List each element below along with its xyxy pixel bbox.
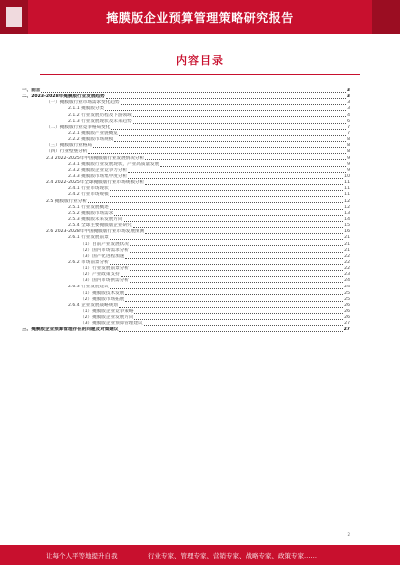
- footer-bar: [0, 545, 400, 565]
- toc-leader-dots: [110, 239, 343, 240]
- toc-entry-label: （3）掩膜版企业预算管理建议: [80, 321, 143, 327]
- logo-icon: [6, 7, 22, 27]
- toc-entry-label: 二、2023-2028年掩膜版行业发展趋势: [22, 94, 105, 100]
- toc-entry-label: （1）掩膜版企业竞争策略: [80, 309, 134, 315]
- toc-entry-page: 13: [344, 210, 350, 216]
- toc-leader-dots: [114, 141, 346, 142]
- toc-entry-label: 2.6.2 市场前景分析: [68, 259, 109, 265]
- toc-entry-page: 21: [344, 235, 350, 241]
- toc-entry-page: 8: [347, 149, 350, 155]
- toc-entry-page: 3: [346, 94, 350, 100]
- toc-entry-page: 15: [344, 223, 350, 229]
- toc-entry-page: 8: [347, 143, 350, 149]
- toc-leader-dots: [125, 258, 343, 259]
- toc-entry-page: 7: [347, 124, 350, 130]
- toc-entry-label: （1）掩膜版技术发展: [80, 290, 125, 296]
- toc-entry-label: 2.5.3 掩膜版未来发展方向: [68, 216, 123, 222]
- page-number: 2: [347, 532, 350, 537]
- toc-leader-dots: [130, 245, 343, 246]
- toc-leader-dots: [124, 221, 344, 222]
- toc-entry-label: 2.6 2023-2028年中国掩膜版行业市场发展预测: [46, 229, 145, 235]
- toc-leader-dots: [121, 104, 347, 105]
- toc-entry-page: 21: [344, 247, 350, 253]
- report-title: 掩膜版企业预算管理策略研究报告: [106, 10, 294, 25]
- toc-entry-label: 2.6.1 行业发展前景: [68, 235, 109, 241]
- toc-entry-page: 3: [347, 106, 350, 112]
- toc-entry-label: 2.4 2022-2025年全球掩膜版行业市场规模分析: [46, 180, 145, 186]
- toc-entry-page: 9: [347, 155, 350, 161]
- toc-leader-dots: [119, 331, 342, 332]
- toc-leader-dots: [130, 282, 343, 283]
- toc-entry-page: 16: [344, 229, 350, 235]
- toc-entry-label: （3）国内市场供需分析: [80, 278, 129, 284]
- toc-entry-label: 2.3.2 掩膜版企业竞争力分析: [68, 167, 128, 173]
- toc-entry-page: 3: [347, 100, 350, 106]
- toc-leader-dots: [130, 252, 343, 253]
- toc-entry-page: 26: [344, 302, 350, 308]
- toc-leader-dots: [130, 270, 343, 271]
- toc-leader-dots: [93, 147, 346, 148]
- toc-leader-dots: [119, 307, 343, 308]
- toc-entry-label: （2）产业政策支持: [80, 272, 120, 278]
- toc-entry-label: 2.4.2 行业市场规模: [68, 192, 109, 198]
- toc-entry-page: 4: [347, 112, 350, 118]
- toc-entry-page: 14: [344, 216, 350, 222]
- toc-entry-page: 11: [344, 180, 350, 186]
- report-header-bar: [0, 0, 400, 34]
- toc-entry-page: 26: [344, 315, 350, 321]
- toc-entry-page: 8: [347, 137, 350, 143]
- toc-entry-page: 21: [344, 241, 350, 247]
- toc-entry-label: （1）行业发展前景分析: [80, 266, 129, 272]
- toc-entry-label: 2.6.3 行业发展建议: [68, 284, 109, 290]
- toc-entry-page: 7: [347, 130, 350, 136]
- toc-entry-label: （二）掩膜版行业竞争格局变化: [46, 124, 111, 130]
- toc-leader-dots: [145, 184, 343, 185]
- toc-entry-label: 2.3 2022-2025年中国掩膜版行业发展情况分析: [46, 155, 145, 161]
- toc-leader-dots: [88, 202, 343, 203]
- toc-entry-label: 一、前言: [22, 88, 41, 93]
- toc-leader-dots: [133, 123, 346, 124]
- table-of-contents: [22, 88, 350, 334]
- toc-entry-label: （四）行业壁垒分析: [46, 149, 88, 155]
- toc-entry-page: 26: [344, 309, 350, 315]
- toc-entry-page: 9: [347, 167, 350, 173]
- toc-entry-label: （2）掩膜版市场拓展: [80, 296, 125, 302]
- toc-entry-label: 2.5.1 行业发展概述: [68, 204, 109, 210]
- header-right-block: [372, 0, 400, 34]
- toc-entry-label: 2.2.2 掩膜版市场规模: [68, 137, 114, 143]
- toc-title: 内容目录: [176, 54, 224, 67]
- toc-entry-label: 2.3.3 掩膜版市场集中度分析: [68, 173, 128, 179]
- toc-leader-dots: [41, 92, 345, 93]
- toc-leader-dots: [125, 301, 343, 302]
- toc-entry-label: （1）目前产业发展状况: [80, 241, 129, 247]
- toc-entry-page: 27: [343, 327, 350, 333]
- toc-leader-dots: [145, 233, 343, 234]
- toc-entry-page: 24: [344, 284, 350, 290]
- toc-leader-dots: [128, 172, 346, 173]
- toc-leader-dots: [110, 264, 343, 265]
- toc-entry-label: （2）国内市场需求分析: [80, 247, 129, 253]
- toc-entry-label: （3）国产化进程加速: [80, 253, 125, 259]
- toc-leader-dots: [105, 110, 346, 111]
- toc-entry-page: 25: [344, 296, 350, 302]
- toc-leader-dots: [88, 153, 346, 154]
- toc-leader-dots: [110, 190, 343, 191]
- toc-entry-label: 2.1.1 掩膜版分类: [68, 106, 105, 112]
- toc-leader-dots: [106, 98, 346, 99]
- toc-title-rule: [40, 74, 360, 75]
- toc-entry-page: 23: [344, 272, 350, 278]
- header-left-block: [0, 0, 28, 34]
- toc-leader-dots: [110, 209, 343, 210]
- toc-entry-label: 2.2.1 掩膜版产业链概览: [68, 130, 118, 136]
- toc-entry-page: 3: [346, 88, 350, 93]
- toc-leader-dots: [133, 227, 343, 228]
- toc-entry-label: 2.5.4 全球主要掩膜版企业研究: [68, 223, 132, 229]
- toc-entry-label: 2.3.1 掩膜版行业发展现状，产业高质量发展: [68, 161, 160, 167]
- toc-leader-dots: [133, 116, 346, 117]
- toc-entry-page: 22: [344, 259, 350, 265]
- toc-leader-dots: [114, 215, 343, 216]
- toc-entry-label: 2.1.3 行业发展现状及未来趋势: [68, 118, 132, 124]
- toc-entry-page: 6: [347, 118, 350, 124]
- toc-leader-dots: [145, 159, 346, 160]
- toc-leader-dots: [160, 166, 346, 167]
- toc-leader-dots: [111, 129, 346, 130]
- toc-leader-dots: [110, 196, 343, 197]
- toc-entry-page: 22: [344, 266, 350, 272]
- toc-leader-dots: [119, 135, 346, 136]
- toc-entry-label: 2.5.2 掩膜版市场需求: [68, 210, 114, 216]
- toc-entry-label: 2.5 掩膜版行业分析: [46, 198, 87, 204]
- toc-leader-dots: [121, 276, 343, 277]
- toc-entry-page: 27: [344, 321, 350, 327]
- toc-leader-dots: [128, 178, 343, 179]
- toc-entry-label: 2.1.2 行业发展历程及下游领域: [68, 112, 132, 118]
- footer-experts: 行业专家、管理专家、营销专家、战略专家、政策专家……: [148, 551, 317, 560]
- toc-entry-page: 22: [344, 253, 350, 259]
- toc-entry-page: 12: [344, 198, 350, 204]
- toc-entry-label: （2）掩膜版企业发展方向: [80, 315, 134, 321]
- toc-entry-label: 2.6.4 企业发展战略规划: [68, 302, 118, 308]
- toc-entry-page: 12: [344, 204, 350, 210]
- footer-slogan: 让每个人平等地提升自我: [46, 551, 118, 560]
- toc-entry-page: 25: [344, 290, 350, 296]
- toc-entry-label: 2.4.1 行业市场现状: [68, 186, 109, 192]
- toc-entry-label: 三、掩膜版企业预算管理存在的问题及对策建议: [22, 327, 119, 333]
- toc-entry-label: （一）掩膜版行业市场需求变化趋势: [46, 100, 120, 106]
- toc-leader-dots: [125, 294, 343, 295]
- toc-entry-label: （三）掩膜版行业格局: [46, 143, 92, 149]
- toc-entry-page: 11: [344, 186, 350, 192]
- toc-entry-page: 11: [344, 192, 350, 198]
- toc-leader-dots: [110, 288, 343, 289]
- toc-entry[interactable]: [22, 327, 350, 333]
- toc-leader-dots: [144, 325, 343, 326]
- toc-leader-dots: [134, 319, 343, 320]
- toc-entry-page: 24: [344, 278, 350, 284]
- toc-entry-page: 9: [347, 161, 350, 167]
- toc-entry-page: 10: [344, 173, 350, 179]
- toc-leader-dots: [134, 313, 343, 314]
